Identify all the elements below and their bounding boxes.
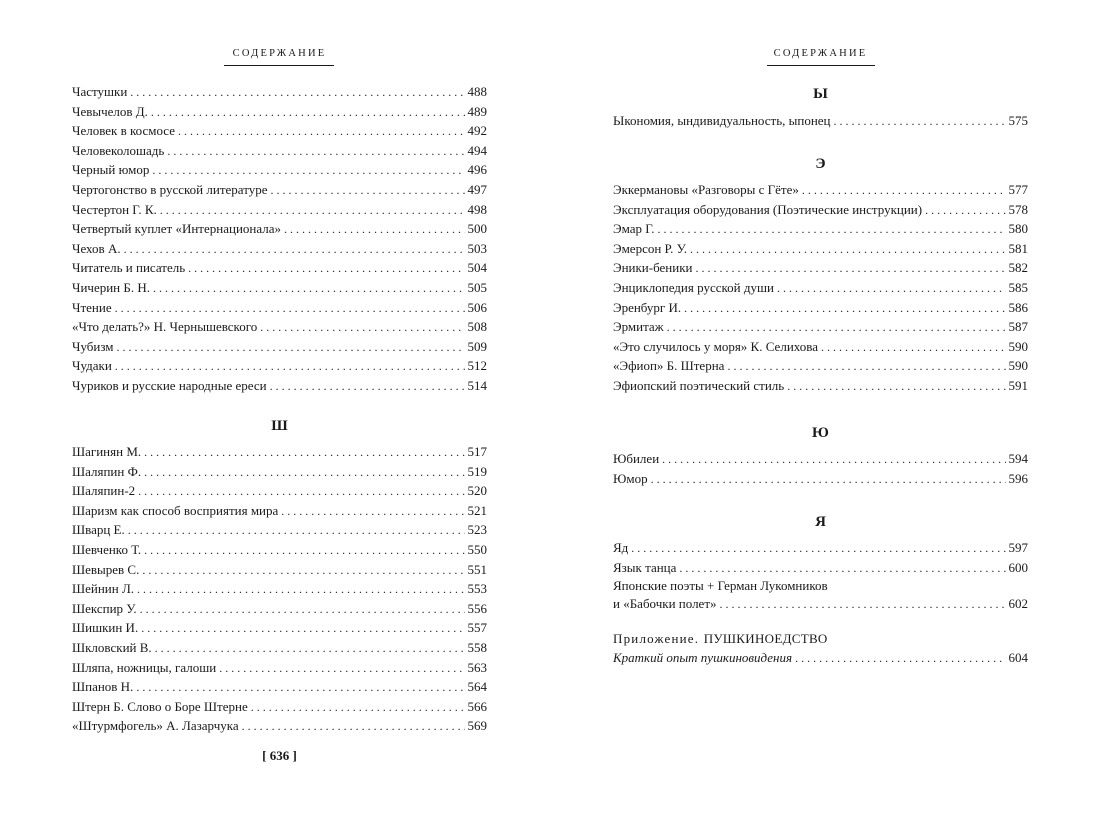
toc-entry[interactable]: Человеколошадь . . . 494 (72, 141, 487, 161)
page-number: [ 636 ] (262, 748, 297, 763)
toc-list-ch (72, 82, 487, 396)
section-letter-sh: Ш (271, 418, 288, 434)
running-head: СОДЕРЖАНИЕ (232, 48, 327, 59)
toc-entry[interactable]: Шкловский В. . . . 558 (72, 638, 487, 658)
toc-entry[interactable]: Юмор . . . 596 (613, 469, 1028, 489)
toc-entry[interactable]: Честертон Г. К. . . . 498 (72, 200, 487, 220)
toc-entry[interactable]: «Штурмфогель» А. Лазарчука . . . 569 (72, 716, 487, 736)
ornament-rule (767, 65, 875, 66)
toc-entry[interactable]: Штерн Б. Слово о Боре Штерне . . . 566 (72, 697, 487, 717)
toc-entry[interactable]: Чуриков и русские народные ереси . . . 514 (72, 376, 487, 396)
toc-entry[interactable]: Краткий опыт пушкиновидения . . . 604 (613, 648, 1028, 668)
toc-entry[interactable]: Эксплуатация оборудования (Поэтические инструкции) . . . 578 (613, 200, 1028, 220)
toc-entry[interactable]: Черный юмор . . . 496 (72, 160, 487, 180)
toc-entry[interactable]: Читатель и писатель . . . 504 (72, 258, 487, 278)
toc-entry[interactable]: Энциклопедия русской души . . . 585 (613, 278, 1028, 298)
appendix (613, 630, 1028, 668)
toc-entry[interactable]: Шляпа, ножницы, галоши . . . 563 (72, 658, 487, 678)
toc-entry[interactable]: Чехов А. . . . 503 (72, 239, 487, 259)
toc-entry[interactable]: «Эфиоп» Б. Штерна . . . 590 (613, 356, 1028, 376)
toc-entry[interactable]: Чертогонство в русской литературе . . . 497 (72, 180, 487, 200)
toc-entry[interactable]: Шварц Е. . . . 523 (72, 520, 487, 540)
toc-entry[interactable]: Шекспир У. . . . 556 (72, 599, 487, 619)
toc-list-ya (613, 538, 1028, 613)
toc-entry[interactable]: Ыкономия, ындивидуальность, ыпонец . . . 575 (613, 111, 1028, 131)
toc-entry[interactable]: Эккермановы «Разговоры с Гёте» . . . 577 (613, 180, 1028, 200)
toc-entry[interactable]: Эмар Г. . . . 580 (613, 219, 1028, 239)
toc-entry[interactable]: Шаризм как способ восприятия мира . . . 521 (72, 501, 487, 521)
section-letter-e: Э (815, 156, 826, 172)
toc-entry[interactable]: Шаляпин-2 . . . 520 (72, 481, 487, 501)
section-letter-y: Ы (813, 86, 828, 102)
toc-entry-line: Японские поэты + Герман Лукомников (613, 578, 828, 594)
section-letter-yu: Ю (812, 425, 829, 441)
toc-entry[interactable]: Четвертый куплет «Интернационала» . . . 500 (72, 219, 487, 239)
toc-entry[interactable]: Человек в космосе . . . 492 (72, 121, 487, 141)
toc-entry[interactable]: Шаляпин Ф. . . . 519 (72, 462, 487, 482)
toc-list-yu (613, 449, 1028, 488)
appendix-title[interactable]: Приложение. ПУШКИНОЕДСТВО (613, 631, 828, 646)
toc-entry[interactable]: Шейнин Л. . . . 553 (72, 579, 487, 599)
toc-entry[interactable]: Эмерсон Р. У. . . . 581 (613, 239, 1028, 259)
toc-entry[interactable]: Шевырев С. . . . 551 (72, 560, 487, 580)
toc-entry[interactable]: «Что делать?» Н. Чернышевского . . . 508 (72, 317, 487, 337)
toc-entry[interactable]: Эренбург И. . . . 586 (613, 298, 1028, 318)
toc-list-sh (72, 442, 487, 736)
toc-entry[interactable]: Японские поэты + Герман Лукомников и «Бабочки полет» . . . 602 (613, 577, 1028, 613)
toc-entry[interactable]: Чевычелов Д. . . . 489 (72, 102, 487, 122)
running-head: СОДЕРЖАНИЕ (773, 48, 868, 59)
toc-entry[interactable]: Чичерин Б. Н. . . . 505 (72, 278, 487, 298)
toc-entry[interactable]: Юбилеи . . . 594 (613, 449, 1028, 469)
toc-entry[interactable]: Яд . . . 597 (613, 538, 1028, 558)
toc-entry[interactable]: Чубизм . . . 509 (72, 337, 487, 357)
toc-entry[interactable]: Чтение . . . 506 (72, 298, 487, 318)
toc-entry[interactable]: Эрмитаж . . . 587 (613, 317, 1028, 337)
toc-entry[interactable]: Шпанов Н. . . . 564 (72, 677, 487, 697)
toc-entry[interactable]: Эники-беники . . . 582 (613, 258, 1028, 278)
toc-entry[interactable]: Чудаки . . . 512 (72, 356, 487, 376)
toc-entry[interactable]: Шишкин И. . . . 557 (72, 618, 487, 638)
toc-entry[interactable]: Шевченко Т. . . . 550 (72, 540, 487, 560)
ornament-rule (224, 65, 334, 66)
toc-list-y (613, 111, 1028, 131)
section-letter-ya: Я (815, 514, 826, 530)
toc-entry[interactable]: «Это случилось у моря» К. Селихова . . . 590 (613, 337, 1028, 357)
toc-entry[interactable]: Эфиопский поэтический стиль . . . 591 (613, 376, 1028, 396)
toc-entry[interactable]: Частушки . . . 488 (72, 82, 487, 102)
toc-list-e (613, 180, 1028, 396)
toc-entry[interactable]: Шагинян М. . . . 517 (72, 442, 487, 462)
toc-entry[interactable]: Язык танца . . . 600 (613, 558, 1028, 578)
